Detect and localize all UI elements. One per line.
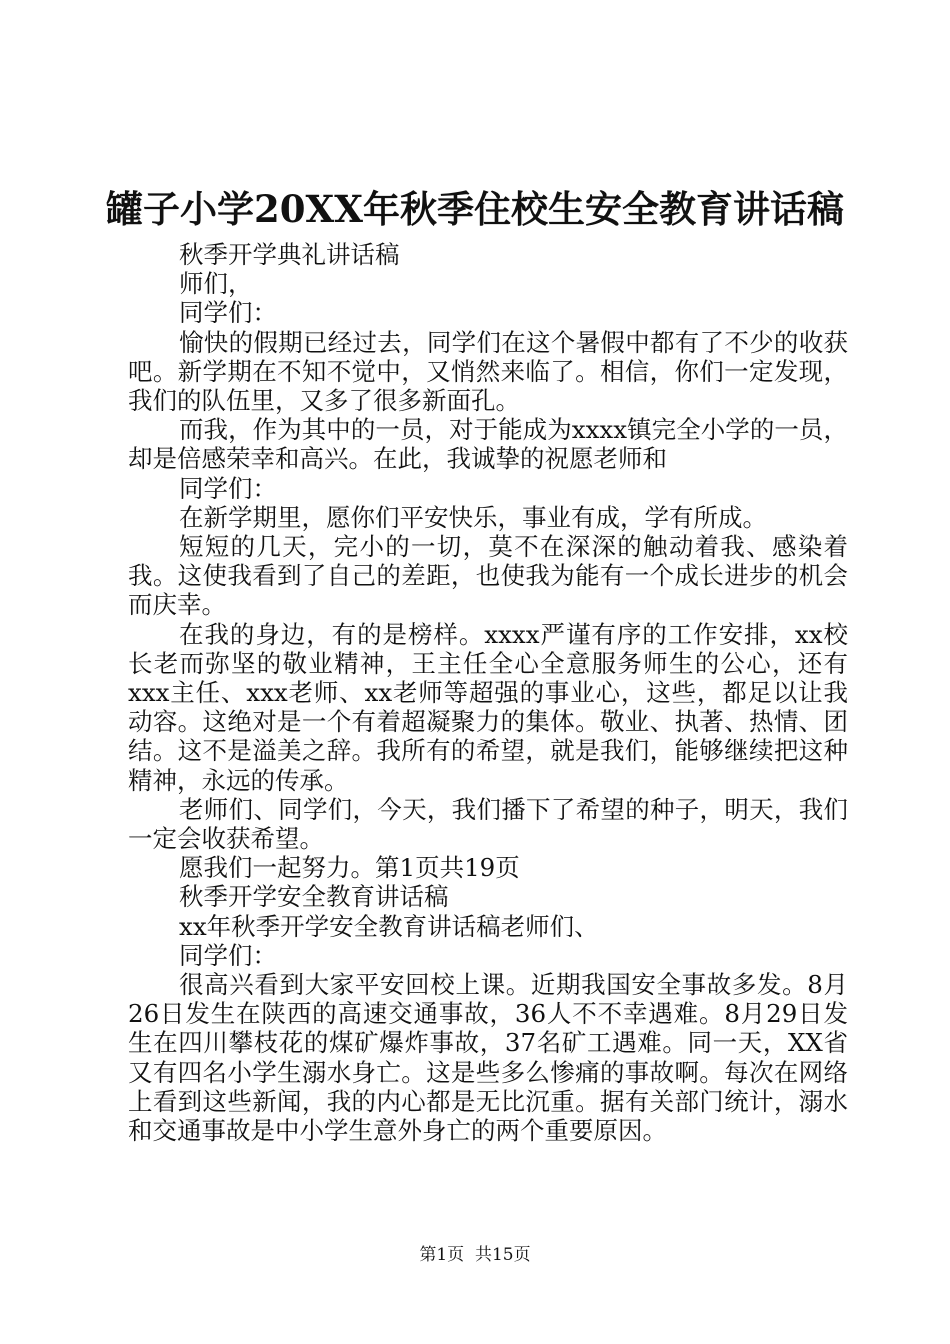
paragraph: 老师们、同学们，今天，我们播下了希望的种子，明天，我们一定会收获希望。: [128, 794, 848, 854]
paragraph: 秋季开学典礼讲话稿: [179, 240, 400, 269]
paragraph: 在我的身边，有的是榜样。xxxx严谨有序的工作安排，xx校长老而弥坚的敬业精神，王主任全心全意服务师生的公心，还有xxx主任、xxx老师、xx老师等超强的事业心，这些，都足以让我动容。这绝对是一个有着超凝聚力的集体。敬业、执著、热情、团结。这不是溢美之辞。我所有的希望，就是我们，能够继续把这种精神，永远的传承。: [128, 619, 848, 795]
paragraph: 同学们：: [179, 940, 277, 970]
paragraph: 在新学期里，愿你们平安快乐，事业有成，学有所成。: [179, 502, 767, 532]
page-footer: 第1页 共15页: [419, 1245, 531, 1265]
document-title: 罐子小学20XX年秋季住校生安全教育讲话稿: [106, 187, 844, 231]
paragraph: 短短的几天，完小的一切，莫不在深深的触动着我、感染着我。这使我看到了自己的差距，也使我为能有一个成长进步的机会而庆幸。: [128, 532, 848, 620]
document-body: [128, 240, 848, 1145]
paragraph: xx年秋季开学安全教育讲话稿老师们、: [179, 911, 599, 941]
paragraph: 秋季开学安全教育讲话稿: [179, 882, 449, 912]
paragraph: 而我，作为其中的一员，对于能成为xxxx镇完全小学的一员，却是倍感荣幸和高兴。在此，我诚挚的祝愿老师和: [128, 415, 848, 474]
paragraph: 愿我们一起努力。第1页共19页: [179, 853, 520, 883]
paragraph: 愉快的假期已经过去，同学们在这个暑假中都有了不少的收获吧。新学期在不知不觉中，又悄然来临了。相信，你们一定发现，我们的队伍里，又多了很多新面孔。: [128, 327, 848, 416]
paragraph: 很高兴看到大家平安回校上课。近期我国安全事故多发。8月26日发生在陕西的高速交通事故，36人不不幸遇难。8月29日发生在四川攀枝花的煤矿爆炸事故，37名矿工遇难。同一天，XX省又有四名小学生溺水身亡。这是些多么惨痛的事故啊。每次在网络上看到这些新闻，我的内心都是无比沉重。据有关部门统计，溺水和交通事故是中小学生意外身亡的两个重要原因。: [128, 970, 848, 1146]
paragraph: 同学们：: [179, 298, 277, 328]
paragraph: 同学们：: [179, 473, 277, 503]
paragraph: 师们，: [179, 269, 253, 299]
